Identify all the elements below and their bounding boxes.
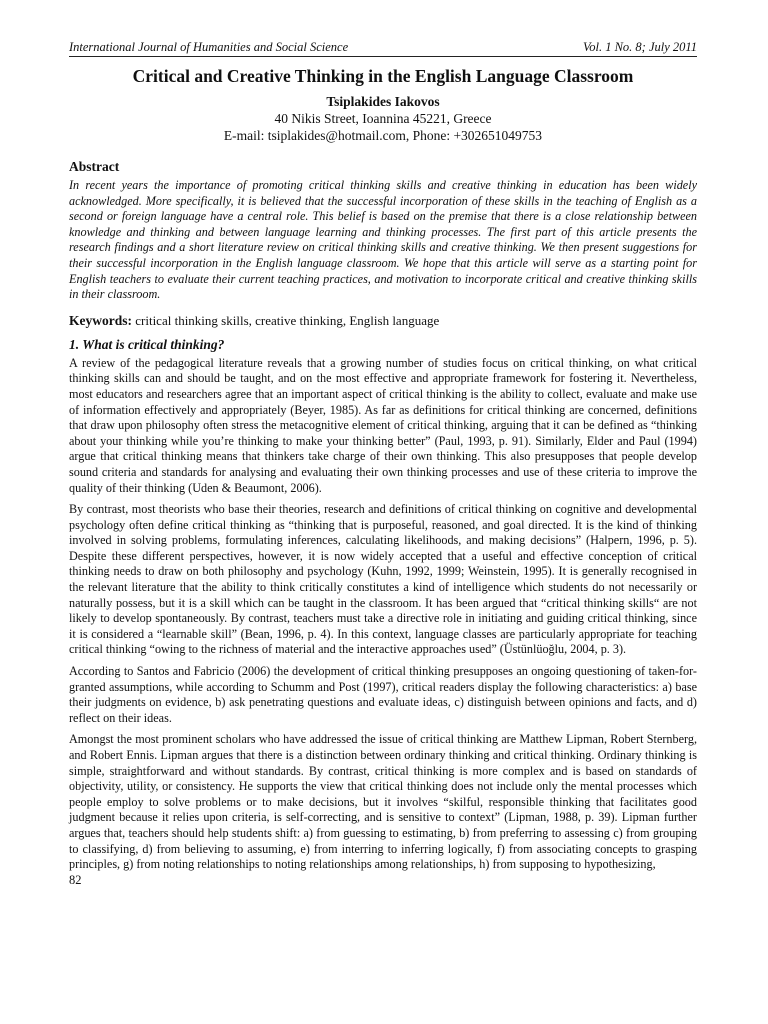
author-address: 40 Nikis Street, Ioannina 45221, Greece	[274, 111, 492, 126]
keywords-label: Keywords:	[69, 312, 132, 328]
section-heading: 1. What is critical thinking?	[69, 336, 225, 352]
body-paragraph: A review of the pedagogical literature reveals that a growing number of studies focus on critical thinking, on what critical thinking skills can and should be taught, and on the most effective and appropriate framework for fostering it. Nevertheless, most educators and researchers agree that an important aspect of critical thinking is the ability to collect, evaluate and make use of information effectively and appropriately (Beyer, 1985). As far as definitions for critical thinking are concerned, definitions that draw upon philosophy often stress the metacognitive element of critical thinking, arguing that it can be defined as “thinking about your thinking while you’re thinking to make your thinking better” (Paul, 1993, p. 91). Similarly, Elder and Paul (1994) argue that critical thinking means that thinkers take charge of their own thinking. This also presupposes that people develop sound criteria and standards for analysing and evaluating their own thinking processes and use of these criteria to improve the quality of their thinking (Uden & Beaumont, 2006).	[69, 355, 697, 495]
keywords-text: critical thinking skills, creative thinking, English language	[132, 312, 440, 328]
body-paragraph: By contrast, most theorists who base their theories, research and definitions of critical thinking on cognitive and developmental psychology often define critical thinking as “thinking that is purposeful, reasoned, and goal directed. It is the kind of thinking involved in solving problems, formulating inferences, calculating likelihoods, and making decisions” (Halpern, 1996, p. 5). Despite these different perspectives, however, it is now widely accepted that a useful and effective conception of critical thinking needs to draw on both philosophy and psychology (Kuhn, 1992, 1999; Weinstein, 1995). It is generally recognised in the relevant literature that the ability to think critically constitutes a kind of intelligence which students do not necessarily or naturally possess, but it is a skill which can be taught in the classroom. It has been argued that “critical thinking skills“ are not likely to develop spontaneously. By contrast, teachers must take a directive role in initiating and guiding critical thinking, since it is considered a “learnable skill” (Bean, 1996, p. 4). In this context, language classes are particularly appropriate for teaching critical thinking “owing to the richness of material and the interactive approaches used” (Üstünlüoğlu, 2004, p. 3).	[69, 502, 697, 657]
issue-info: Vol. 1 No. 8; July 2011	[583, 40, 697, 54]
abstract-heading: Abstract	[69, 159, 120, 174]
author-name: Tsiplakides Iakovos	[326, 94, 440, 109]
abstract-text: In recent years the importance of promoting critical thinking skills and creative thinking in education has been widely acknowledged. More specifically, it is believed that the successful incorporation of these skills in the teaching of English as a second or foreign language have a central role. This belief is based on the premise that there is a close relationship between knowledge and thinking and between language learning and thinking processes. The first part of this article presents the research findings and a short literature review on critical thinking skills and creative thinking. We then present suggestions for their successful incorporation in the English language classroom. We hope that this article will serve as a starting point for English teachers to evaluate their current teaching practices, and motivation to incorporate critical and creative thinking skills in their classroom.	[69, 178, 697, 302]
body-paragraph: Amongst the most prominent scholars who have addressed the issue of critical thinking are Matthew Lipman, Robert Sternberg, and Robert Ennis. Lipman argues that there is a distinction between ordinary thinking and critical thinking. Ordinary thinking is simple, straightforward and without standards. By contrast, critical thinking is more complex and is based on standards of objectivity, utility, or consistency. He supports the view that critical thinking does not include only the mental processes which people employ to solve problems or to make decisions, but it involves “skilful, responsible thinking that facilitates good judgment because it relies upon criteria, is self-correcting, and is sensitive to context” (Lipman, 1988, p. 39). Lipman further argues that, teachers should help students shift: a) from guessing to estimating, b) from preferring to assessing c) from grouping to classifying, d) from believing to assuming, e) from interring to inferring logically, f) from associating concepts to grasping principles, g) from noting relationships to noting relationships among relationships, h) from supposing to hypothesizing,	[69, 732, 697, 872]
page-number: 82	[69, 872, 82, 887]
body-paragraph: According to Santos and Fabricio (2006) the development of critical thinking presupposes an ongoing questioning of taken-for-granted assumptions, while according to Schumm and Post (1997), critical readers display the following characteristics: a) base their judgments on evidence, b) ask penetrating questions and evaluate ideas, c) distinguish between opinions and facts, and d) reflect on their ideas.	[69, 664, 697, 725]
author-contact: E-mail: tsiplakides@hotmail.com, Phone: +302651049753	[223, 128, 543, 143]
keywords	[69, 313, 697, 329]
article-title: Critical and Creative Thinking in the English Language Classroom	[132, 66, 634, 86]
running-header	[69, 40, 697, 57]
journal-name: International Journal of Humanities and Social Science	[69, 40, 349, 54]
journal-page	[69, 40, 697, 888]
